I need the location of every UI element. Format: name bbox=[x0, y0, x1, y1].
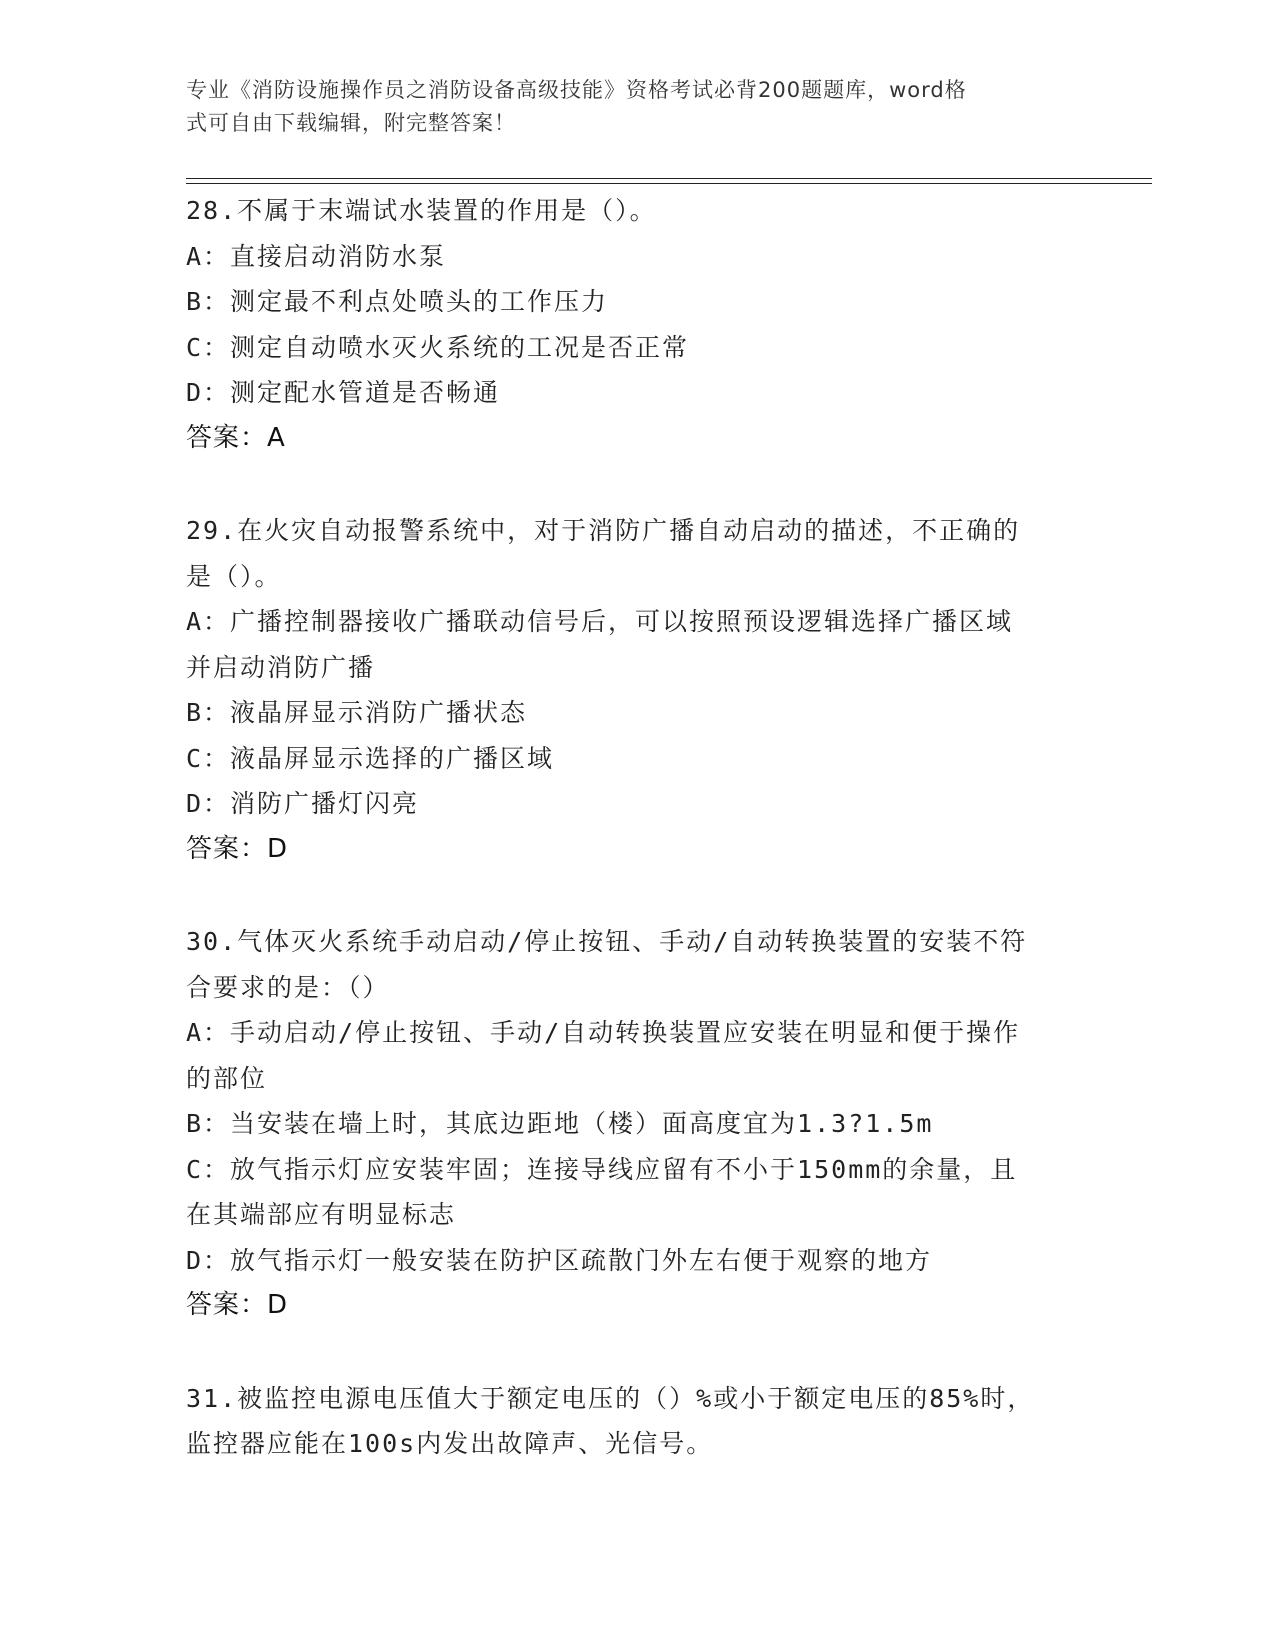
option-c: C：放气指示灯应安装牢固；连接导线应留有不小于150mm的余量，且 bbox=[186, 1154, 1018, 1184]
option-b: B：液晶屏显示消防广播状态 bbox=[186, 698, 528, 727]
option-b: B：测定最不利点处喷头的工作压力 bbox=[186, 287, 609, 316]
option-d: D：放气指示灯一般安装在防护区疏散门外左右便于观察的地方 bbox=[186, 1245, 933, 1275]
question-stem: 28.不属于末端试水装置的作用是（）。 bbox=[186, 196, 657, 225]
question-stem-continued: 是（）。 bbox=[186, 561, 282, 591]
option-a-continued: 的部位 bbox=[186, 1063, 268, 1093]
option-d: D：测定配水管道是否畅通 bbox=[186, 378, 501, 407]
answer-label: 答案：D bbox=[186, 833, 289, 864]
option-a: A：手动启动/停止按钮、手动/自动转换装置应安装在明显和便于操作 bbox=[186, 1018, 1021, 1047]
option-a-continued: 并启动消防广播 bbox=[186, 652, 376, 682]
answer-label: 答案：D bbox=[186, 1290, 289, 1320]
option-c-continued: 在其端部应有明显标志 bbox=[186, 1200, 457, 1229]
question-29 bbox=[186, 508, 1076, 872]
option-d: D：消防广播灯闪亮 bbox=[186, 789, 420, 818]
option-b: B：当安装在墙上时，其底边距地（楼）面高度宜为1.3?1.5m bbox=[186, 1109, 934, 1138]
header-line-1: 专业《消防设施操作员之消防设备高级技能》资格考试必背200题题库，word格 bbox=[186, 78, 967, 102]
answer-label: 答案：A bbox=[186, 422, 286, 453]
header-line-2: 式可自由下载编辑，附完整答案！ bbox=[186, 111, 516, 135]
header-divider-top bbox=[186, 178, 1152, 179]
question-31 bbox=[186, 1376, 1076, 1467]
question-28 bbox=[186, 188, 1076, 461]
question-stem-continued: 监控器应能在100s内发出故障声、光信号。 bbox=[186, 1429, 714, 1458]
option-a: A：直接启动消防水泵 bbox=[186, 241, 447, 271]
option-a: A：广播控制器接收广播联动信号后，可以按照预设逻辑选择广播区域 bbox=[186, 607, 1014, 636]
question-30 bbox=[186, 919, 1076, 1329]
question-stem-continued: 合要求的是：（） bbox=[186, 972, 390, 1002]
option-c: C：测定自动喷水灭火系统的工况是否正常 bbox=[186, 332, 690, 362]
option-c: C：液晶屏显示选择的广播区域 bbox=[186, 743, 555, 773]
question-list bbox=[186, 188, 1076, 1514]
header-divider-bottom bbox=[186, 183, 1152, 184]
document-header bbox=[186, 74, 1066, 140]
question-stem: 29.在火灾自动报警系统中，对于消防广播自动启动的描述，不正确的 bbox=[186, 516, 1021, 545]
question-stem: 31.被监控电源电压值大于额定电压的（）%或小于额定电压的85%时， bbox=[186, 1383, 1035, 1413]
question-stem: 30.气体灭火系统手动启动/停止按钮、手动/自动转换装置的安装不符 bbox=[186, 927, 1028, 956]
